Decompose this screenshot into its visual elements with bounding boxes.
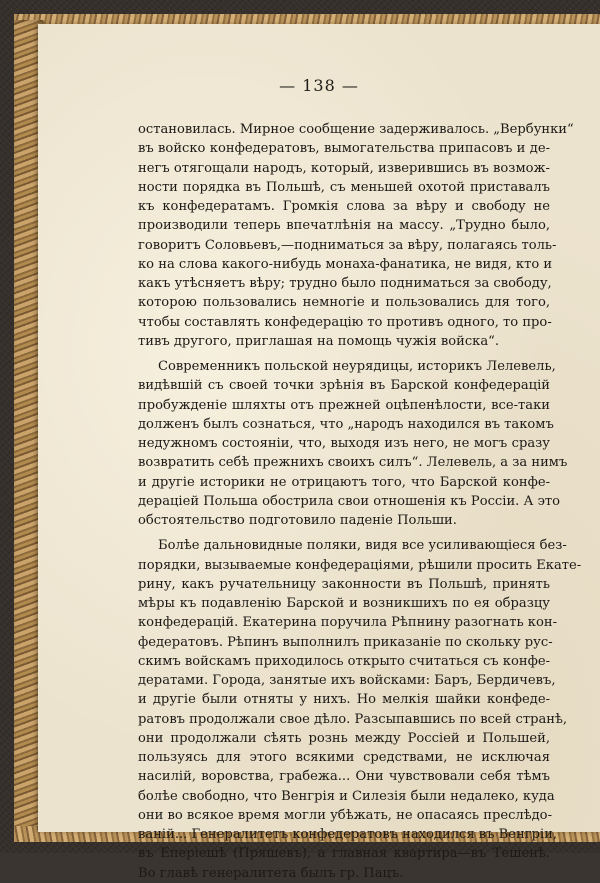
text-line: ваній... Генералитетъ конфедератовъ находился въ Венгріи, [138, 827, 558, 842]
paragraph [138, 120, 574, 351]
text-line: негъ отягощали народъ, который, изверившись въ возмож- [138, 160, 550, 176]
text-line: которою пользовались немногіе и пользовались для того, [138, 295, 550, 311]
text-line: федератовъ. Рѣпинъ выполнилъ приказаніе по скольку рус- [138, 634, 553, 650]
text-line: конфедерацій. Екатерина поручила Рѣпнину разогнать кон- [138, 615, 557, 631]
text-line: ратовъ продолжали свое дѣло. Разсыпавшись по всей странѣ, [138, 711, 568, 727]
text-line: въ Еперіешѣ (Пряшевъ), а главная квартира—въ Тешенѣ. [138, 846, 550, 862]
text-line: пользуясь для этого всякими средствами, не исключая [138, 750, 550, 765]
text-line: Современникъ польской неурядицы, историкъ Лелевель, [158, 359, 556, 374]
text-line: они во всякое время могли убѣжать, не опасаясь преслѣдо- [138, 807, 552, 823]
text-line: дераціей Польша обострила свои отношенія къ Россіи. А это [138, 493, 561, 509]
text-line: говоритъ Соловьевъ,—подниматься за вѣру, полагаясь толь- [138, 237, 557, 253]
text-line: производили теперь впечатлѣнія на массу. „Трудно было, [138, 218, 550, 234]
text-line: порядки, вызываемые конфедераціями, рѣшили просить Екате- [138, 557, 582, 573]
text-line: видѣвшій съ своей точки зрѣнія въ Барской конфедерацій [138, 378, 550, 394]
text-line: насилій, воровства, грабежа... Они чувствовали себя тѣмъ [138, 769, 550, 785]
book-page [38, 24, 600, 881]
paragraph [138, 357, 568, 530]
text-line: остановилась. Мирное сообщение задерживалось. „Вербунки“ [138, 122, 574, 137]
text-line: ко на слова какого-нибудь монаха-фанатика, не видя, кто и [138, 256, 553, 272]
body-text [138, 120, 582, 883]
text-line: дератами. Города, занятые ихъ войсками: Баръ, Бердичевъ, [138, 673, 556, 688]
text-line: ности порядка въ Польшѣ, съ меньшей охотой приставалъ [138, 179, 550, 195]
text-line: возвратить себѣ прежнихъ своихъ силъ“. Лелевель, а за нимъ [138, 455, 568, 471]
text-line: рину, какъ ручательницу законности въ Польшѣ, принять [138, 576, 550, 592]
text-line: Болѣе дальновидные поляки, видя все усиливающіеся без- [158, 538, 567, 554]
text-line: тивъ другого, приглашая на помощь чужія войска“. [138, 333, 500, 349]
text-line: скимъ войскамъ приходилось открыто считаться съ конфе- [138, 653, 550, 669]
text-line: обстоятельство подготовило паденіе Польши. [138, 513, 457, 528]
paragraph [138, 536, 582, 883]
text-line: какъ утѣсняетъ вѣру; трудно было подниматься за свободу, [138, 276, 552, 291]
text-line: Во главѣ генералитета былъ гр. Пацъ. [138, 865, 404, 881]
text-line: въ войско конфедератовъ, вымогательства припасовъ и де- [138, 141, 550, 157]
text-line: болѣе свободно, что Венгрія и Силезія были недалеко, куда [138, 788, 555, 804]
text-line: долженъ былъ сознаться, что „народъ находился въ такомъ [138, 416, 554, 432]
page-number: — 138 — [279, 76, 359, 95]
text-line: мѣры къ подавленію Барской и возникшихъ по ея образцу [138, 596, 550, 611]
text-line: къ конфедератамъ. Громкія слова за вѣру и свободу не [138, 199, 550, 214]
text-line: они продолжали сѣять рознь между Россіей и Польшей, [138, 730, 550, 746]
text-line: и другіе были отняты у нихъ. Но мелкія шайки конфеде- [138, 692, 550, 708]
text-line: пробужденіе шляхты отъ прежней оцѣпенѣлости, все-таки [138, 397, 550, 413]
text-line: чтобы составлять конфедерацію то противъ одного, то про- [138, 314, 552, 330]
text-line: недужномъ состояніи, что, выходя изъ него, не могъ сразу [138, 436, 550, 451]
text-line: и другіе историки не отрицаютъ того, что Барской конфе- [138, 474, 550, 490]
